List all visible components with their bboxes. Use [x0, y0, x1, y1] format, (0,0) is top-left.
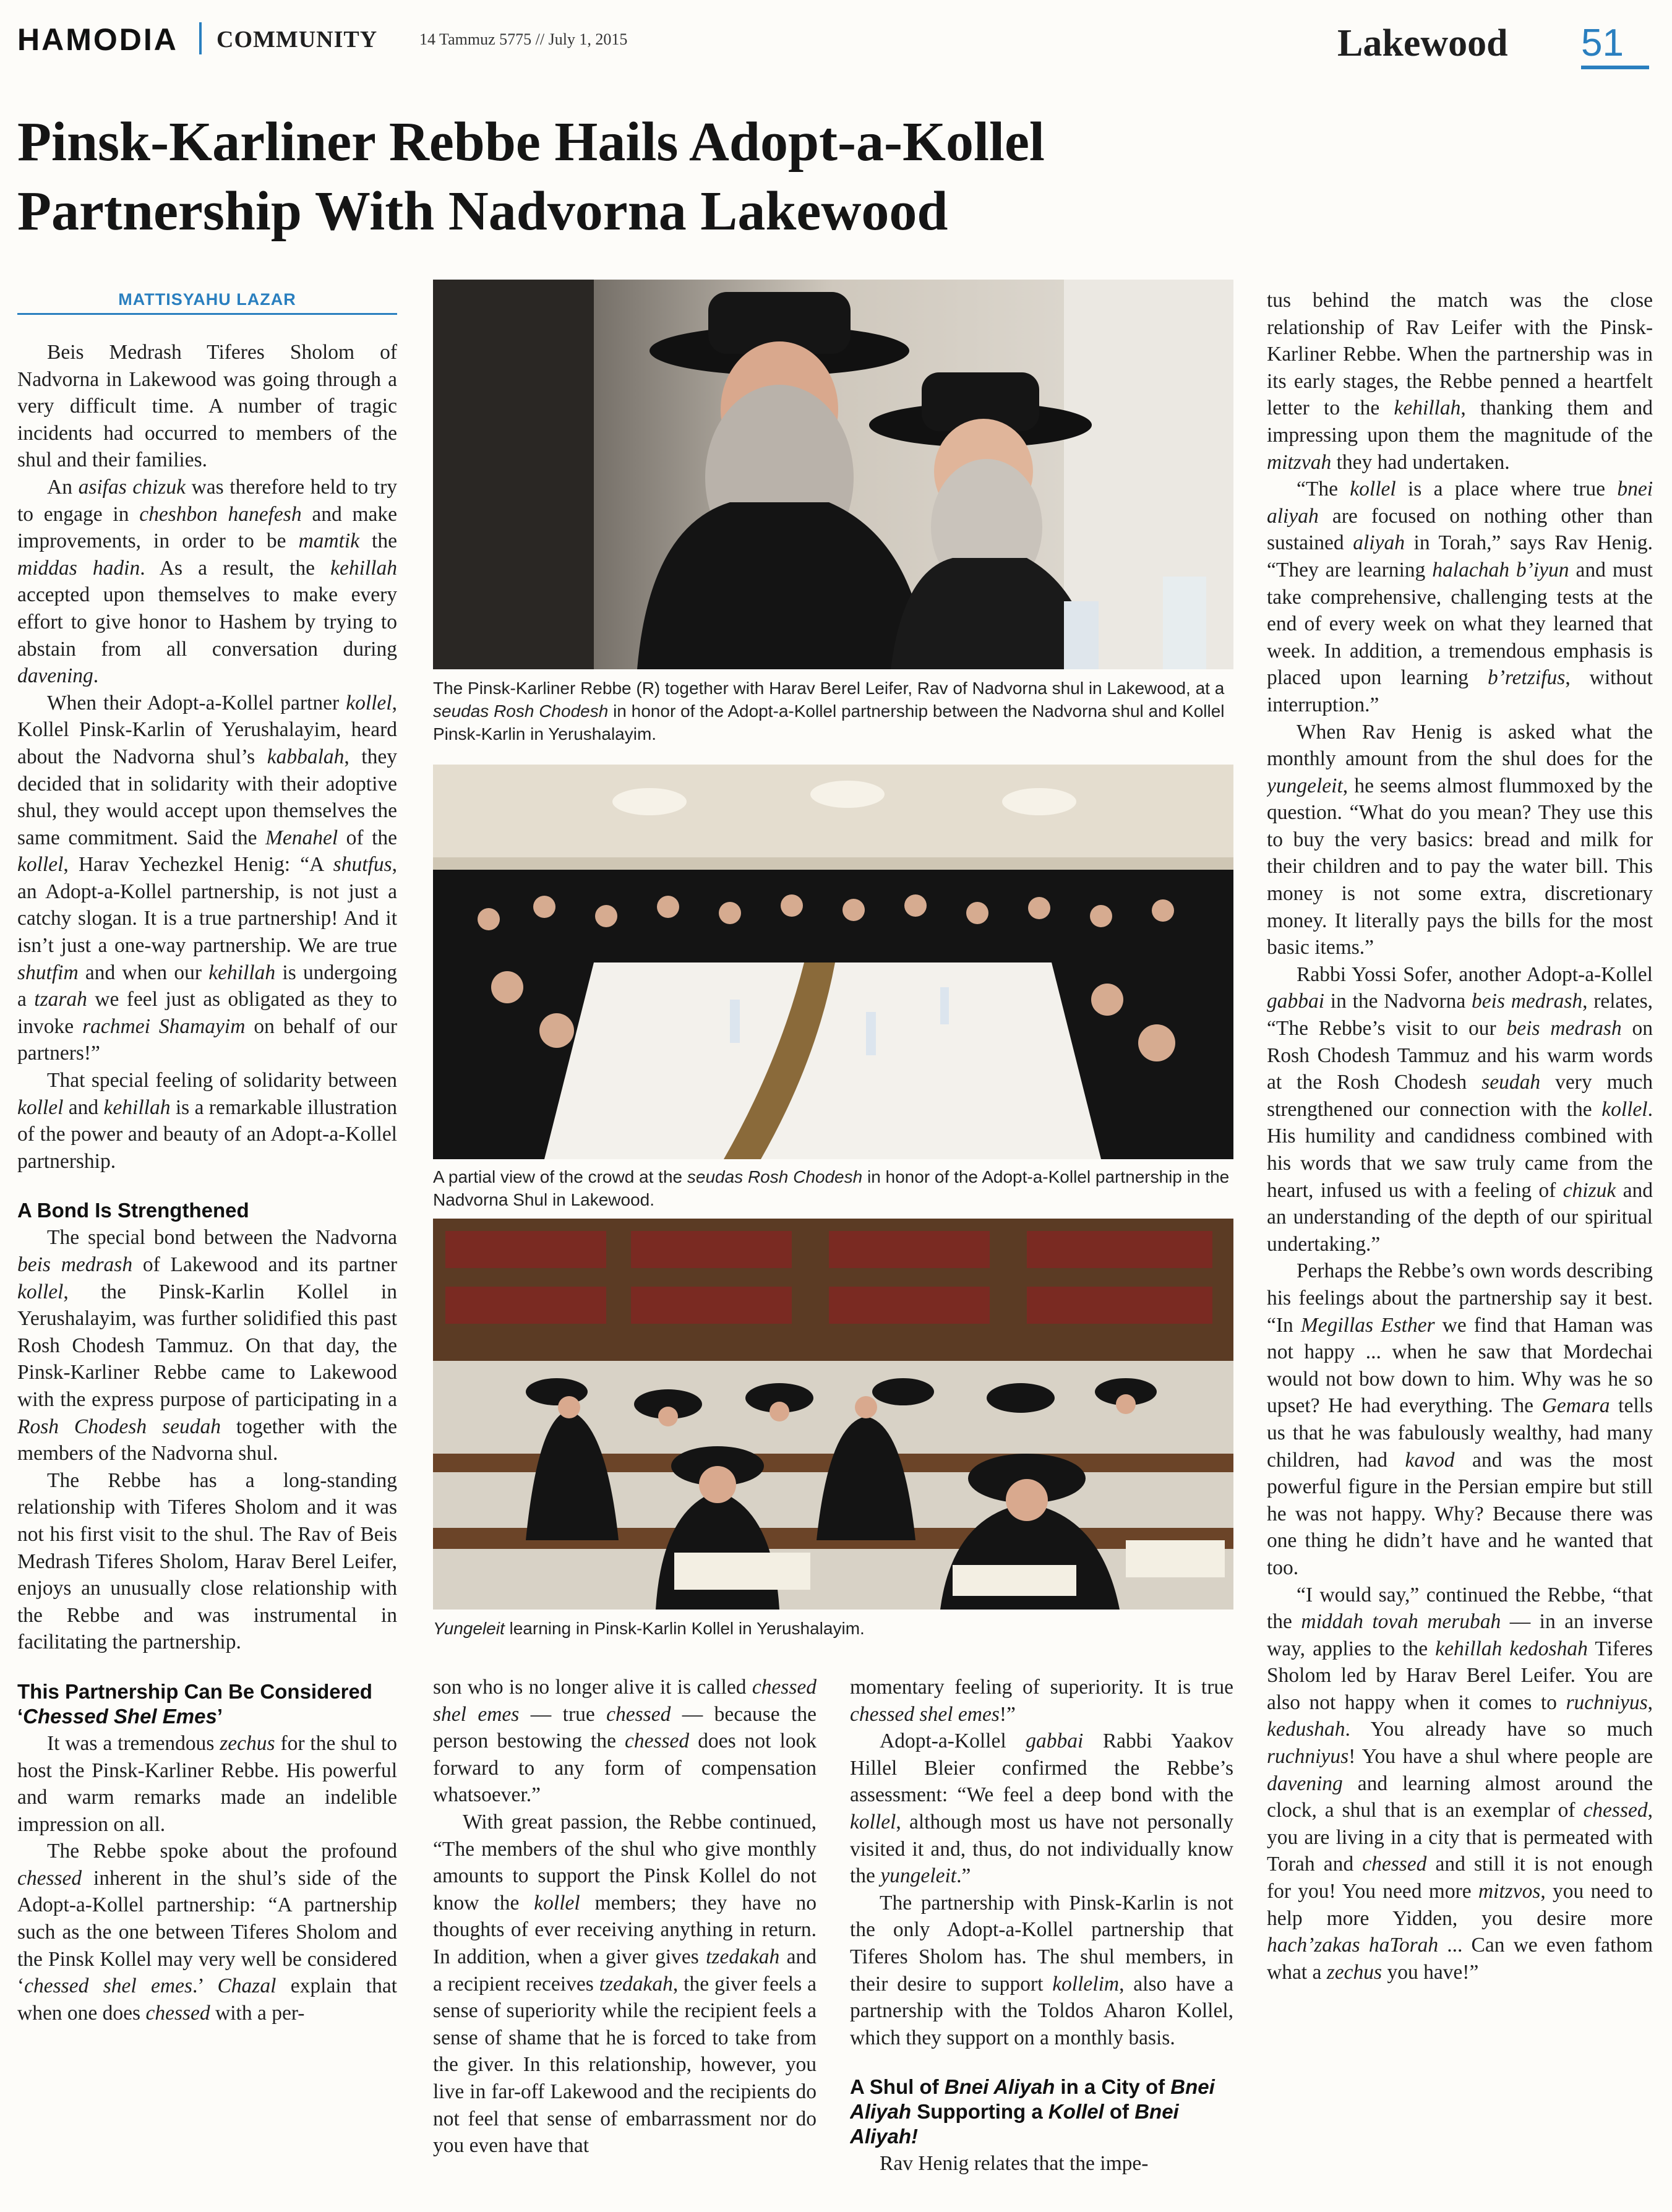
subheading: This Partnership Can Be Considered ‘Chessed Shel Emes’: [17, 1679, 372, 1728]
city-label: Lakewood: [1337, 22, 1508, 64]
page-number: 51: [1581, 22, 1624, 64]
headline-line-1: Pinsk-Karliner Rebbe Hails Adopt-a-Kollel: [17, 111, 1045, 173]
photo-caption-2: A partial view of the crowd at the seudas Rosh Chodesh in honor of the Adopt-a-Kollel partnership in the Nadvorna Shul in Lakewood.: [433, 1167, 1230, 1209]
photo-rebbe-and-rav: [433, 280, 1233, 669]
dateline: 14 Tammuz 5775 // July 1, 2015: [419, 30, 628, 48]
paragraph: “The kollel is a place where true bnei aliyah are focused on nothing other than sustained aliyah in Torah,” says Rav Henig. “They are learning halachah b’iyun and must take comprehensive, challenging tests at the end of every week on what they learned that week. In addition, a tremendous emphasis is placed upon learning b’retzifus, without interruption.”: [1267, 478, 1653, 716]
text-column-1: [17, 339, 397, 2212]
text-column-2: [433, 1674, 817, 2212]
page-number-rule: [1581, 66, 1649, 69]
paragraph: momentary feeling of superiority. It is true chessed shel emes!”: [850, 1676, 1233, 1726]
paragraph: When Rav Henig is asked what the monthly amount from the shul does for the yungeleit, he seems almost flummoxed by the question. “What do you mean? They use this to buy the very basics: bread and milk for their children and to pay the water bill. This money is not some extra, discretionary money. It literally pays the bills for the most basic items.”: [1267, 720, 1653, 959]
headline-line-2: Partnership With Nadvorna Lakewood: [17, 181, 948, 242]
paragraph: The partnership with Pinsk-Karlin is not the only Adopt-a-Kollel partnership that Tiferes Sholom has. The shul members, in their desire to support kollelim, also have a partnership with the Toldos Aharon Kollel, which they support on a monthly basis.: [850, 1891, 1233, 2049]
byline-rule: [17, 313, 397, 315]
text-column-3: [850, 1674, 1233, 2212]
photo-seudah-crowd: [433, 765, 1233, 1159]
paragraph: son who is no longer alive it is called chessed shel emes — true chessed — because the person bestowing the chessed does not look forward to any form of compensation whatsoever.”: [433, 1676, 817, 1807]
masthead-logo: HAMODIA: [17, 22, 178, 57]
paragraph: With great passion, the Rebbe continued, “The members of the shul who give monthly amounts to support the Pinsk Kollel do not know the kollel members; they have no thoughts of ever receiving anything in return. In addition, when a giver gives tzedakah and a recipient receives tzedakah, the giver feels a sense of superiority while the recipient feels a sense of shame that he is forced to take from the giver. In this relationship, however, you live in far-off Lakewood and the recipients do not feel that sense of embarrassment nor do you even have that: [433, 1810, 817, 2158]
paragraph: The Rebbe spoke about the profound chessed inherent in the shul’s side of the Adopt-a-Kollel partnership: “A partnership such as the one between Tiferes Sholom and the Pinsk Kollel may very well be considered ‘chessed shel emes.’ Chazal explain that when one does chessed with a per-: [17, 1840, 397, 2025]
photo-caption-3: Yungeleit learning in Pinsk-Karlin Kollel in Yerushalayim.: [433, 1619, 865, 1638]
paragraph: Adopt-a-Kollel gabbai Rabbi Yaakov Hillel Bleier confirmed the Rebbe’s assessment: “We feel a deep bond with the kollel, although most us have not personally visited it and, thus, do not individually know the yungeleit.”: [850, 1730, 1233, 1888]
article-headline: [17, 108, 1378, 246]
paragraph: Beis Medrash Tiferes Sholom of Nadvorna in Lakewood was going through a very difficult time. A number of tragic incidents had occurred to members of the shul and their families.: [17, 341, 397, 472]
paragraph: The special bond between the Nadvorna beis medrash of Lakewood and its partner kollel, the Pinsk-Karlin Kollel in Yerushalayim, was further solidified this past Rosh Chodesh Tammuz. On that day, the Pinsk-Karliner Rebbe came to Lakewood with the express purpose of participating in a Rosh Chodesh seudah together with the members of the Nadvorna shul.: [17, 1226, 397, 1465]
paragraph: The Rebbe has a long-standing relationship with Tiferes Sholom and it was not his first visit to the shul. The Rav of Beis Medrash Tiferes Sholom, Harav Berel Leifer, enjoys an unusually close relationship with the Rebbe and was instrumental in facilitating the partnership.: [17, 1468, 397, 1654]
paragraph: Perhaps the Rebbe’s own words describing his feelings about the partnership say it best. “In Megillas Esther we find that Haman was not happy ... when he saw that Mordechai would not bow down to him. Why was he so upset? He had everything. The Gemara tells us that he was fabulously wealthy, had many children, had kavod and was the most powerful figure in the Persian empire but still he was not happy. Why? Because there was one thing he didn’t have and he wanted that too.: [1267, 1259, 1653, 1579]
subheading: A Bond Is Strengthened: [17, 1199, 249, 1222]
paragraph: “I would say,” continued the Rebbe, “that the middah tovah merubah — in an inverse way, applies to the kehillah kedoshah Tiferes Sholom led by Harav Berel Leifer. You are also not happy when it comes to ruchniyus, kedushah. You already have so much ruchniyus! You have a shul where people are davening and learning almost around the clock, a shul that is an exemplar of chessed, you are living in a city that is permeated with Torah and chessed and still it is not enough for you! You need more mitzvos, you need to help more Yidden, you desire more hach’zakas haTorah ... Can we even fathom what a zechus you have!”: [1267, 1583, 1653, 1984]
paragraph: tus behind the match was the close relationship of Rav Leifer with the Pinsk-Karliner Rebbe. When the partnership was in its early stages, the Rebbe penned a heartfelt letter to the kehillah, thanking them and impressing upon them the magnitude of the mitzvah they had undertaken.: [1267, 289, 1653, 474]
paragraph: Rabbi Yossi Sofer, another Adopt-a-Kollel gabbai in the Nadvorna beis medrash, relates, “The Rebbe’s visit to our beis medrash on Rosh Chodesh Tammuz and his warm words at the Rosh Chodesh seudah very much strengthened our connection with the kollel. His humility and candidness combined with his words that we saw truly came from the heart, infused us with a feeling of chizuk and an understanding of the depth of our spiritual undertaking.”: [1267, 962, 1653, 1256]
masthead-separator: [199, 22, 202, 54]
photo-caption-1: The Pinsk-Karliner Rebbe (R) together with Harav Berel Leifer, Rav of Nadvorna shul in Lakewood, at a seudas Rosh Chodesh in honor of the Adopt-a-Kollel partnership between the Nadvorna shul and Kollel Pinsk-Karlin in Yerushalayim.: [433, 679, 1225, 744]
paragraph: When their Adopt-a-Kollel partner kollel, Kollel Pinsk-Karlin of Yerushalayim, heard about the Nadvorna shul’s kabbalah, they decided that in solidarity with their adoptive shul, they would accept upon themselves the same commitment. Said the Menahel of the kollel, Harav Yechezkel Henig: “A shutfus, an Adopt-a-Kollel partnership, is not just a catchy slogan. It is a true partnership! And it isn’t just a one-way partnership. We are true shutfim and when our kehillah is undergoing a tzarah we feel just as obligated as they to invoke rachmei Shamayim on behalf of our partners!”: [17, 691, 397, 1065]
section-label: COMMUNITY: [217, 27, 378, 53]
paragraph: An asifas chizuk was therefore held to try to engage in cheshbon hanefesh and make improvements, in order to be mamtik the middas hadin. As a result, the kehillah accepted upon themselves to make every effort to give honor to Hashem by trying to abstain from all conversation during davening.: [17, 475, 397, 688]
paragraph: That special feeling of solidarity between kollel and kehillah is a remarkable illustration of the power and beauty of an Adopt-a-Kollel partnership.: [17, 1069, 397, 1173]
subheading: A Shul of Bnei Aliyah in a City of Bnei Aliyah Supporting a Kollel of Bnei Aliyah!: [850, 2075, 1215, 2148]
text-column-4: [1267, 287, 1653, 2212]
paragraph: Rav Henig relates that the impe-: [880, 2152, 1149, 2176]
paragraph: It was a tremendous zechus for the shul to host the Pinsk-Karliner Rebbe. His powerful and warm remarks made an indelible impression on all.: [17, 1731, 397, 1836]
byline: MATTISYAHU LAZAR: [118, 290, 296, 309]
photo-kollel-learning: [433, 1219, 1233, 1610]
